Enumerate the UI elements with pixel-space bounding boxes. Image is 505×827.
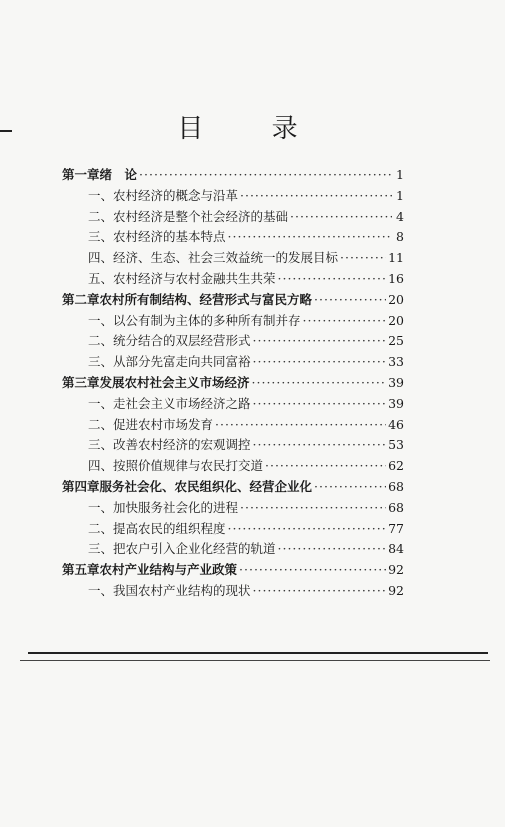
chapter-title: 农村产业结构与产业政策 (99, 562, 238, 578)
dot-leader (253, 396, 387, 411)
chapter-number: 第三章 (62, 374, 100, 390)
dot-leader (228, 229, 392, 244)
toc-section-entry (62, 415, 404, 436)
section-title: 一、农村经济的概念与沿革 (88, 187, 239, 203)
table-of-contents (62, 165, 404, 602)
page-number: 4 (396, 208, 404, 224)
bottom-rule-secondary (20, 660, 490, 661)
dot-leader (278, 541, 387, 556)
toc-section-entry (62, 311, 404, 332)
page-number: 77 (388, 520, 404, 536)
section-title: 一、走社会主义市场经济之路 (88, 395, 251, 411)
toc-section-entry (62, 227, 404, 248)
toc-section-entry (62, 539, 404, 560)
page-number: 62 (388, 458, 404, 474)
section-title: 二、提高农民的组织程度 (88, 520, 226, 536)
dot-leader (228, 521, 387, 536)
section-title: 三、把农户引入企业化经营的轨道 (88, 541, 276, 557)
toc-chapter-entry (62, 165, 404, 186)
page-number: 20 (388, 312, 404, 328)
chapter-title: 农村所有制结构、经营形式与富民方略 (99, 291, 313, 307)
dot-leader (253, 354, 387, 369)
page-number: 84 (388, 541, 404, 557)
page-number: 1 (396, 187, 404, 203)
chapter-number: 第一章 (62, 167, 100, 182)
toc-section-entry (62, 248, 404, 269)
toc-section-entry (62, 435, 404, 456)
toc-section-entry (62, 456, 404, 477)
section-title: 二、统分结合的双层经营形式 (88, 333, 251, 349)
dot-leader (253, 583, 387, 598)
dot-leader (239, 562, 386, 577)
page-number: 16 (388, 270, 404, 286)
chapter-number: 第四章 (62, 478, 100, 494)
dot-leader (340, 250, 386, 265)
page-number: 46 (388, 416, 404, 432)
section-title: 二、促进农村市场发育 (88, 416, 214, 432)
section-title: 四、按照价值规律与农民打交道 (88, 458, 264, 474)
toc-section-entry (62, 352, 404, 373)
page-number: 33 (388, 354, 404, 370)
dot-leader (253, 437, 387, 452)
page-number: 53 (388, 437, 404, 453)
chapter-number: 第五章 (62, 562, 100, 578)
section-title: 三、从部分先富走向共同富裕 (88, 354, 251, 370)
dot-leader (252, 375, 387, 390)
page-number: 92 (388, 562, 404, 578)
section-title: 一、加快服务社会化的进程 (88, 499, 239, 515)
dot-leader (314, 292, 386, 307)
page-number: 39 (388, 395, 404, 411)
toc-chapter-entry (62, 477, 404, 498)
page-number: 68 (388, 478, 404, 494)
section-title: 五、农村经济与农村金融共生共荣 (88, 270, 276, 286)
toc-section-entry (62, 394, 404, 415)
chapter-number: 第二章 (62, 291, 100, 307)
toc-section-entry (62, 269, 404, 290)
toc-section-entry (62, 581, 404, 602)
page-number: 25 (388, 333, 404, 349)
dot-leader (253, 333, 387, 348)
bottom-rule (28, 652, 488, 654)
section-title: 一、以公有制为主体的多种所有制并存 (88, 312, 301, 328)
toc-chapter-entry (62, 560, 404, 581)
section-title: 四、经济、生态、社会三效益统一的发展目标 (88, 250, 339, 266)
chapter-title: 服务社会化、农民组织化、经营企业化 (99, 478, 313, 494)
section-title: 三、改善农村经济的宏观调控 (88, 437, 251, 453)
toc-section-entry (62, 498, 404, 519)
page-number: 92 (388, 582, 404, 598)
page-number: 1 (396, 167, 404, 182)
page-title: 目 录 (177, 114, 328, 144)
dot-leader (278, 271, 387, 286)
page-number: 20 (388, 291, 404, 307)
toc-chapter-entry (62, 290, 404, 311)
page-number: 8 (396, 229, 404, 245)
page-number: 11 (388, 250, 404, 266)
dot-leader (314, 479, 386, 494)
toc-section-entry (62, 186, 404, 207)
chapter-title: 发展农村社会主义市场经济 (99, 374, 250, 390)
toc-section-entry (62, 331, 404, 352)
dot-leader (240, 188, 392, 203)
page-number: 68 (388, 499, 404, 515)
dot-leader (290, 209, 392, 224)
chapter-title: 绪 论 (99, 167, 138, 182)
section-title: 三、农村经济的基本特点 (88, 229, 226, 245)
dot-leader (139, 167, 392, 182)
dot-leader (215, 417, 386, 432)
dot-leader (303, 313, 387, 328)
dot-leader (265, 458, 386, 473)
toc-section-entry (62, 519, 404, 540)
section-title: 一、我国农村产业结构的现状 (88, 582, 251, 598)
section-title: 二、农村经济是整个社会经济的基础 (88, 208, 289, 224)
dot-leader (240, 500, 386, 515)
page-number: 39 (388, 374, 404, 390)
toc-chapter-entry (62, 373, 404, 394)
toc-section-entry (62, 207, 404, 228)
